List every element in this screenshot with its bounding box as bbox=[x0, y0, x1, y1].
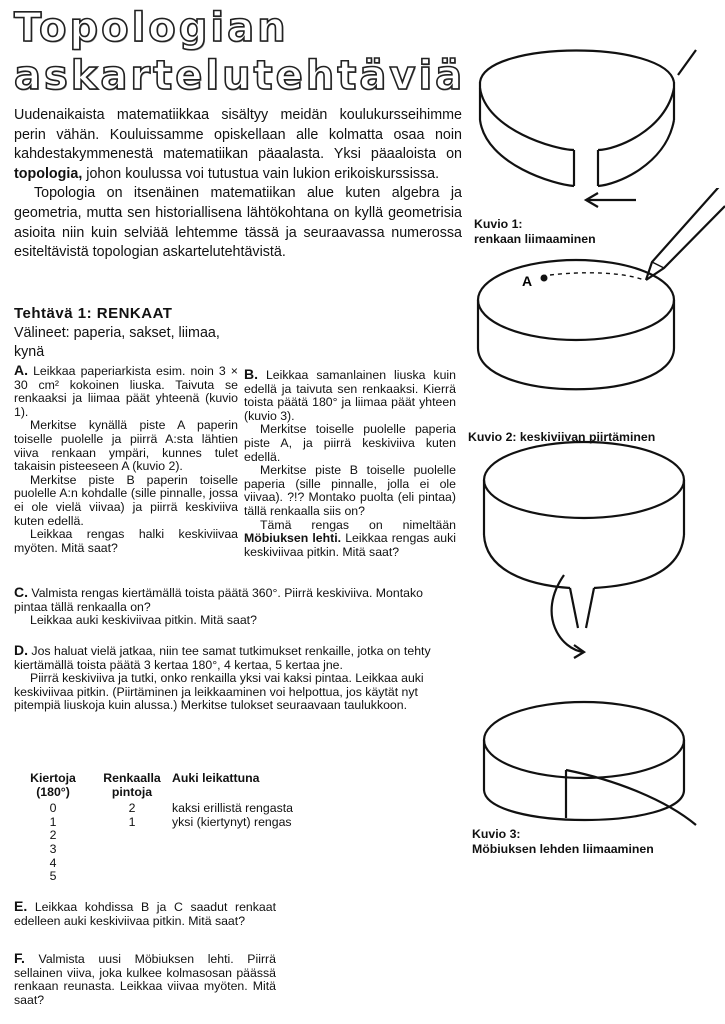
intro-p1-bold: topologia, bbox=[14, 165, 83, 182]
point-a-marker bbox=[541, 275, 548, 282]
results-table bbox=[14, 772, 324, 884]
mobius-lower-left bbox=[484, 535, 570, 588]
figure-1-caption: Kuvio 1: renkaan liimaaminen bbox=[474, 217, 596, 246]
section-d bbox=[14, 644, 454, 713]
section-a-p3: Merkitse piste B paperin toiselle puolelle A:n kohdalle (sille pinnalle, jossa ei ole vielä viivaa) ja piirrä keskiviiva kuten edellä. bbox=[14, 472, 238, 528]
ring-top-back bbox=[480, 51, 674, 83]
intro-p1-text: Uudenaikaista matematiikkaa sisältyy meidän koulukursseihimme perin vähän. Kouluissamme opiskellaan alle kolmatta osaa noin kahdestakymmenestä matematiikan päaalasta. Yksi päaaloista on bbox=[14, 107, 462, 163]
section-c bbox=[14, 586, 454, 628]
section-f-label: F. bbox=[14, 950, 25, 966]
section-d-p2: Piirrä keskiviiva ja tutki, onko renkailla yksi vai kaksi pintaa. Leikkaa auki keskiviivaa pitkin. (Piirtäminen ja leikkaaminen voi helpottua, jos käytät nyt pitempiä liuskoja kuin alussa.) Merkitse tulokset seuraavaan taulukkoon. bbox=[14, 671, 424, 713]
section-e bbox=[14, 900, 276, 928]
title-line-1: Topologian bbox=[14, 5, 289, 51]
pencil-upper-edge bbox=[646, 188, 725, 280]
section-f bbox=[14, 952, 276, 1007]
intro-text bbox=[14, 106, 462, 263]
mobius2-bottom bbox=[484, 790, 684, 820]
mobius2-top-ellipse bbox=[484, 702, 684, 778]
strip-tail bbox=[678, 50, 696, 75]
table-row: 3 bbox=[49, 841, 57, 856]
section-a-p2: Merkitse kynällä piste A paperin toiselle puolelle ja piirrä A:sta lähtien viiva renkaan ympäri, kunnes tulet takaisin pisteeseen A (kuvio 2). bbox=[14, 418, 238, 474]
section-b-p4-bold: Möbiuksen lehti. bbox=[244, 531, 342, 546]
intro-paragraph-2: Topologia on itsenäinen matematiikan alue kuten algebra ja geometria, mutta sen historiallisena lähtökohtana on kyllä geometrisia asioita niin kuin selviää lehtemme tässä ja seuraavassa numerossa esiteltävistä topologian askartelutehtävistä. bbox=[14, 185, 462, 261]
table-row: 2 bbox=[49, 828, 57, 843]
section-e-label: E. bbox=[14, 898, 28, 914]
table-row: 0 2 kaksi erillistä rengasta bbox=[49, 801, 293, 816]
ring-front-lower-left bbox=[480, 120, 574, 186]
section-b-p4-end: Leikkaa rengas auki keskiviivaa pitkin. Mitä saat? bbox=[244, 531, 456, 559]
table-header-surfaces: Renkaalla pintoja bbox=[103, 771, 161, 799]
ring-front-upper-right bbox=[598, 88, 674, 150]
section-a bbox=[14, 364, 238, 555]
section-b bbox=[244, 368, 456, 559]
twist-arrow-arc bbox=[552, 575, 584, 652]
point-a-label: A bbox=[522, 273, 533, 289]
section-b-p4-text: Tämä rengas on nimeltään bbox=[260, 517, 456, 532]
pencil-lower-edge bbox=[646, 206, 725, 280]
section-b-p3: Merkitse piste B toiselle puolelle paperia (sille pinnalle, jolla ei ole viivaa). ?!? Montako puolta (eli pintaa) tällä renkaalla siis on? bbox=[244, 463, 456, 518]
section-f-p1: Valmista uusi Möbiuksen lehti. Piirrä sellainen viiva, joka kulkee kolmasosan päässä renkaan reunasta. Leikkaa viivaa myöten. Mitä saat? bbox=[14, 952, 276, 1007]
section-c-p1: Valmista rengas kiertämällä toista päätä 360°. Piirrä keskiviiva. Montako pintaa tällä renkaalla on? bbox=[14, 586, 423, 614]
figure-3-mobius bbox=[466, 440, 725, 840]
section-b-p4 bbox=[244, 519, 456, 560]
ring-front-upper-left bbox=[480, 88, 574, 150]
section-c-label: C. bbox=[14, 584, 28, 600]
twist-right bbox=[586, 588, 594, 628]
table-row: 4 bbox=[49, 855, 57, 870]
section-b-label: B. bbox=[244, 366, 258, 382]
table-header-turns: Kiertoja (180°) bbox=[30, 771, 76, 799]
section-a-label: A. bbox=[14, 362, 28, 378]
tools-list: Välineet: paperia, sakset, liimaa, kynä bbox=[14, 325, 220, 360]
table-row: 1 1 yksi (kiertynyt) rengas bbox=[49, 814, 292, 829]
table-header-row bbox=[14, 772, 322, 799]
section-d-p1: Jos haluat vielä jatkaa, niin tee samat tutkimukset renkaille, jotka on tehty kiertämällä toista päätä 3 kertaa 180°, 4 kertaa, 5 kertaa jne. bbox=[14, 644, 431, 672]
intro-p1-end: johon koulussa voi tutustua vain lukion erikoiskurssissa. bbox=[82, 165, 440, 182]
ring-front-lower-right bbox=[598, 120, 674, 186]
figure-3-caption: Kuvio 3: Möbiuksen lehden liimaaminen bbox=[472, 827, 654, 856]
figure-2-ring bbox=[466, 188, 725, 433]
section-a-p4: Leikkaa rengas halki keskiviivaa myöten. Mitä saat? bbox=[14, 527, 238, 555]
section-d-label: D. bbox=[14, 642, 28, 658]
section-a-p1: Leikkaa paperiarkista esim. noin 3 × 30 cm² kokoinen liuska. Taivuta se renkaaksi ja liimaa päät yhteenä (kuvio 1). bbox=[14, 364, 238, 419]
pencil-tip-line bbox=[652, 262, 664, 268]
mobius-top-ellipse bbox=[484, 442, 684, 518]
intro-paragraph-1 bbox=[14, 106, 462, 184]
table-header-result: Auki leikattuna bbox=[172, 771, 260, 785]
twist-left bbox=[570, 588, 578, 628]
ring2-bottom bbox=[478, 348, 674, 389]
table-row: 5 bbox=[49, 869, 57, 884]
figure-2-caption: Kuvio 2: keskiviivan piirtäminen bbox=[468, 430, 656, 444]
ring2-top-ellipse bbox=[478, 260, 674, 340]
section-e-p1: Leikkaa kohdissa B ja C saadut renkaat edelleen auki keskiviivaa pitkin. Mitä saat? bbox=[14, 900, 276, 928]
section-c-p2: Leikkaa auki keskiviivaa pitkin. Mitä saat? bbox=[30, 613, 257, 628]
section-b-p1: Leikkaa samanlainen liuska kuin edellä ja taivuta sen renkaaksi. Kierrä toista päätä 180° ja liimaa päät yhteen (kuvio 3). bbox=[244, 368, 456, 423]
task-heading: Tehtävä 1: RENKAAT bbox=[14, 305, 173, 322]
title-line-2: askartelutehtäviä bbox=[14, 53, 466, 99]
mobius-lower-right bbox=[594, 535, 684, 588]
center-line-dashed bbox=[542, 273, 644, 280]
section-b-p2: Merkitse toiselle puolelle paperia piste A, ja piirrä keskiviiva kuten edellä. bbox=[244, 422, 456, 464]
